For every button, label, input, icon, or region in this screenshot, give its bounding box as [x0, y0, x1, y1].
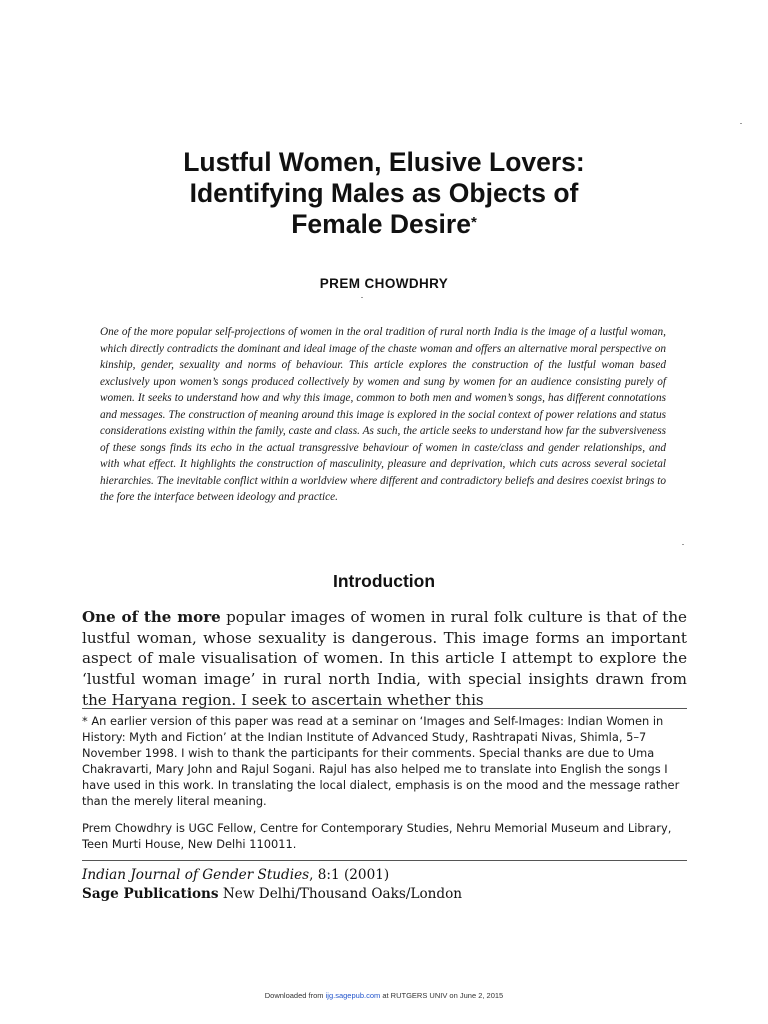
journal-issue: , 8:1 (2001): [309, 867, 390, 883]
publisher-name: Sage Publications: [82, 885, 219, 902]
section-heading-introduction: Introduction: [332, 571, 436, 591]
journal-citation: [82, 866, 687, 903]
title-line-2: Identifying Males as Objects of: [189, 178, 579, 208]
publisher-places: New Delhi/Thousand Oaks/London: [218, 885, 463, 902]
journal-divider: [82, 860, 687, 861]
title-line-1: Lustful Women, Elusive Lovers:: [183, 147, 585, 177]
author-affiliation: Prem Chowdhry is UGC Fellow, Centre for Contemporary Studies, Nehru Memorial Museum and Library, Teen Murti House, New Delhi 110011.: [82, 821, 672, 852]
footnote-divider: [82, 708, 687, 709]
title-line-3: [80, 209, 688, 240]
scan-speck: [682, 544, 684, 545]
title-footnote-marker: *: [470, 214, 477, 231]
scan-speck: [740, 123, 742, 124]
download-suffix: at RUTGERS UNIV on June 2, 2015: [380, 991, 504, 1000]
title-line-3-text: Female Desire: [291, 209, 471, 239]
abstract: One of the more popular self-projections of women in the oral tradition of rural north India is the image of a lustful woman, which directly contradicts the dominant and ideal image of the chaste woman and offers an alternative moral perspective on kinship, gender, sexuality and norms of behaviour. This article explores the construction of the lustful woman based exclusively upon women’s songs produced collectively by women and sung by women for an audience consisting purely of women. It seeks to understand how and why this image, common to both men and women’s songs, has different connotations and messages. The construction of meaning around this image is explored in the social context of power relations and status considerations existing within the family, caste and class. As such, the article seeks to understand how far the subversiveness of these songs finds its echo in the actual transgressive behaviour of women in caste/class and gender relationships, and with what effect. It highlights the construction of masculinity, pleasure and deprivation, which cuts across several societal hierarchies. The inevitable conflict within a worldview where different and contradictory beliefs and desires coexist brings to the fore the interface between ideology and practice.: [100, 326, 666, 503]
footnote: * An earlier version of this paper was read at a seminar on ‘Images and Self-Images: Indian Women in History: Myth and Fiction’ at the Indian Institute of Advanced Study, Rashtrapati Nivas, Shimla, 5–7 November 1998. I wish to thank the participants for their comments. Special thanks are due to Uma Chakravarti, Mary John and Rajul Sogani. Rajul has also helped me to translate into English the songs I have used in this work. In translating the local dialect, emphasis is on the mood and the message rather than the merely literal meaning.: [82, 714, 680, 809]
journal-line: [82, 866, 687, 885]
run-in-text: One of the more: [82, 608, 221, 626]
download-link[interactable]: ijg.sagepub.com: [325, 991, 381, 1000]
article-title: [80, 147, 688, 240]
download-prefix: Downloaded from: [264, 991, 326, 1000]
publisher-line: [82, 885, 687, 904]
body-paragraph-text: popular images of women in rural folk culture is that of the lustful woman, whose sexuality is dangerous. This image forms an important aspect of male visualisation of women. In this article I attempt to explore the ‘lustful woman image’ in rural north India, with special insights drawn from the Haryana region. I seek to ascertain whether this: [82, 608, 687, 709]
scan-speck: [361, 297, 363, 298]
download-notice: [0, 991, 768, 1000]
author-name: PREM CHOWDHRY: [319, 276, 449, 291]
body-paragraph: [82, 607, 687, 711]
journal-name: Indian Journal of Gender Studies: [82, 867, 310, 883]
